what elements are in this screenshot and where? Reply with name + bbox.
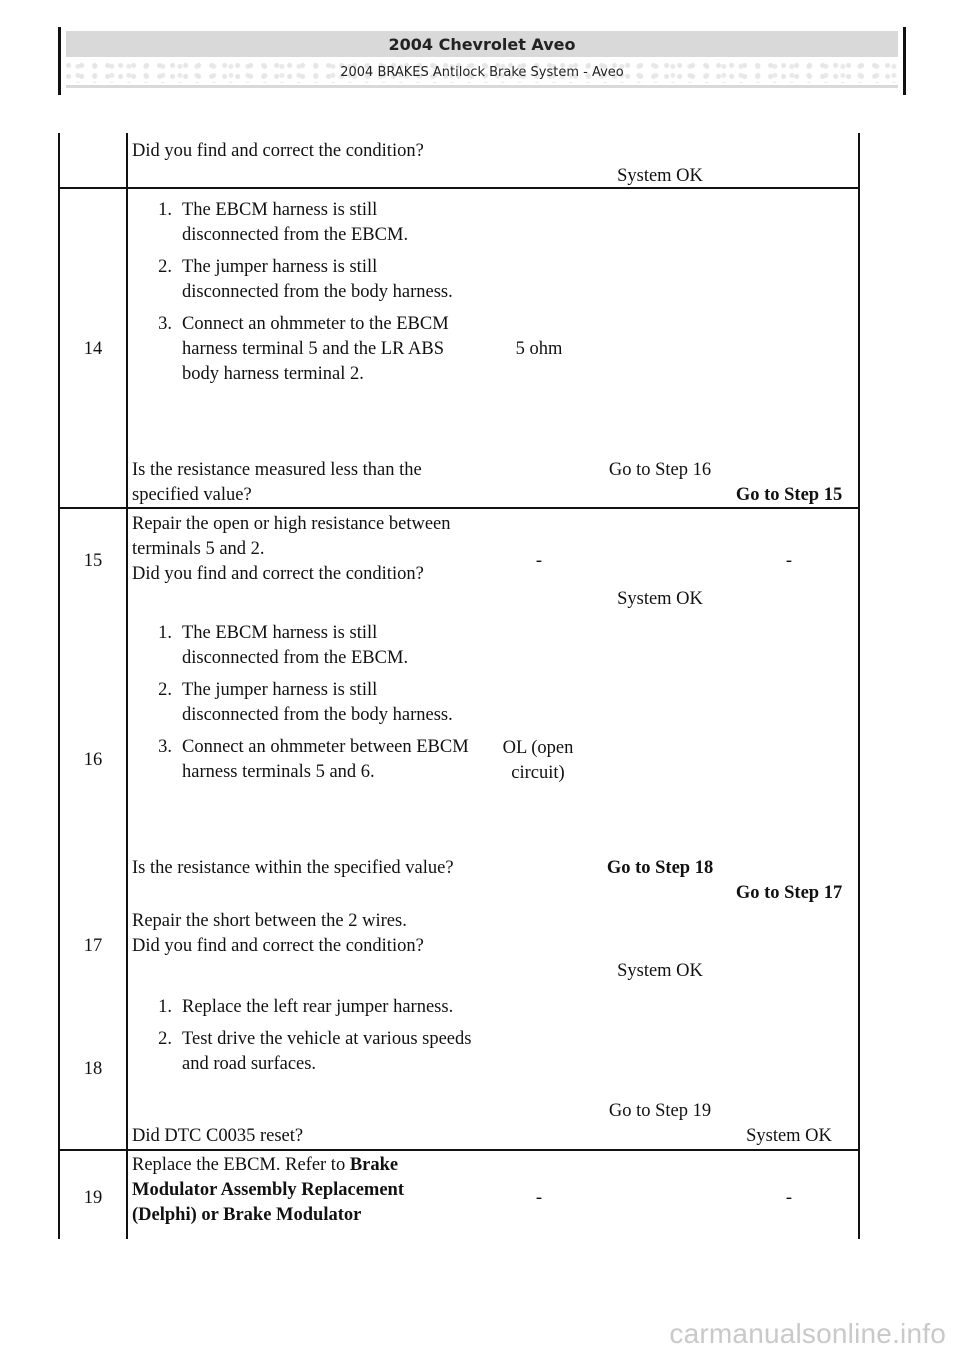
row-divider xyxy=(58,1149,860,1151)
row16-step-number: 16 xyxy=(83,750,103,770)
document-subtitle: 2004 BRAKES Antilock Brake System - Aveo xyxy=(66,61,898,83)
list-item: 2. Test drive the vehicle at various speeds and road surfaces. xyxy=(158,1029,472,1074)
list-item: 1. Replace the left rear jumper harness. xyxy=(158,997,454,1017)
row13-question: Did you find and correct the condition? xyxy=(132,141,424,161)
row19-step-number: 19 xyxy=(83,1188,103,1208)
row19-action: Replace the EBCM. Refer to Brake Modulator Assembly Replacement (Delphi) or Brake Modulator xyxy=(132,1155,404,1225)
row16-question: Is the resistance within the specified value? xyxy=(132,858,454,878)
row14-yes: Go to Step 16 xyxy=(608,460,712,480)
row17-action: Repair the short between the 2 wires. xyxy=(132,911,407,931)
list-item: 2. The jumper harness is still disconnected from the body harness. xyxy=(158,680,453,725)
row15-action: Repair the open or high resistance between terminals 5 and 2. xyxy=(132,514,451,559)
row16-actions xyxy=(132,621,472,792)
list-item: 1. The EBCM harness is still disconnected from the EBCM. xyxy=(158,200,409,245)
row17-step-number: 17 xyxy=(83,936,103,956)
document-title: 2004 Chevrolet Aveo xyxy=(66,31,898,57)
row16-no: Go to Step 17 xyxy=(735,883,843,903)
row14-question: Is the resistance measured less than the specified value? xyxy=(132,460,422,505)
row15-yes: System OK xyxy=(617,589,703,609)
row16-value: OL (open circuit) xyxy=(502,738,574,783)
row19-value: - xyxy=(535,1188,543,1208)
row14-step-number: 14 xyxy=(83,339,103,359)
table-border-right xyxy=(858,133,860,1239)
row14-no: Go to Step 15 xyxy=(735,485,843,505)
row15-no: - xyxy=(785,551,793,571)
list-item: 3. Connect an ohmmeter between EBCM harness terminals 5 and 6. xyxy=(158,737,469,782)
row17-question: Did you find and correct the condition? xyxy=(132,936,424,956)
watermark: carmanualsonline.info xyxy=(669,1318,946,1349)
row15-value: - xyxy=(535,551,543,571)
row17-yes: System OK xyxy=(617,961,703,981)
row15-question: Did you find and correct the condition? xyxy=(132,564,424,584)
row18-actions xyxy=(132,995,472,1084)
row14-value: 5 ohm xyxy=(515,339,563,359)
row18-step-number: 18 xyxy=(83,1059,103,1079)
list-item: 3. Connect an ohmmeter to the EBCM harness terminal 5 and the LR ABS body harness terminal 2. xyxy=(158,314,449,384)
row13-yes: System OK xyxy=(617,166,703,186)
row18-yes: Go to Step 19 xyxy=(608,1101,712,1121)
row18-no: System OK xyxy=(746,1126,832,1146)
row14-actions xyxy=(132,198,472,394)
row16-yes: Go to Step 18 xyxy=(606,858,714,878)
list-item: 2. The jumper harness is still disconnected from the body harness. xyxy=(158,257,453,302)
row-divider xyxy=(58,187,860,189)
brake-modulator-link[interactable]: Brake Modulator Assembly Replacement (Delphi) or Brake Modulator xyxy=(132,1155,404,1225)
row18-question: Did DTC C0035 reset? xyxy=(132,1126,304,1146)
row19-no: - xyxy=(785,1188,793,1208)
row15-step-number: 15 xyxy=(83,551,103,571)
list-item: 1. The EBCM harness is still disconnected from the EBCM. xyxy=(158,623,409,668)
